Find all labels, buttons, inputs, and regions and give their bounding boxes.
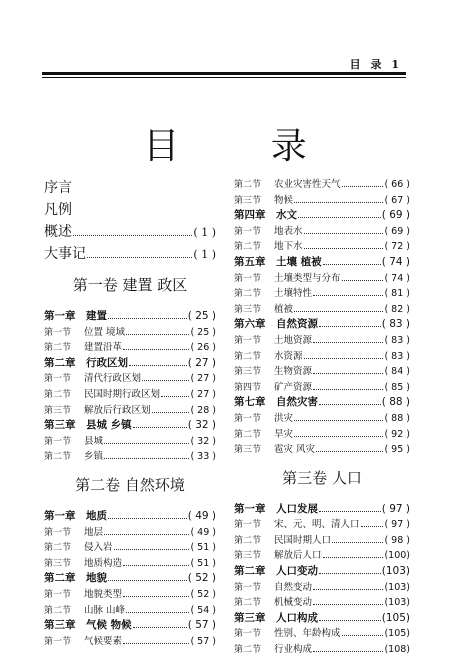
toc-section-entry[interactable] [234,271,410,287]
entry-page-number: ( 67 ) [384,194,410,206]
entry-label: 旱灾 [274,428,294,440]
toc-section-entry[interactable] [234,517,410,533]
entry-number: 第一节 [234,520,262,531]
entry-page-number: ( 32 ) [187,419,216,432]
dot-leader [104,453,189,459]
entry-page-number: ( 27 ) [190,373,216,385]
entry-number: 第三章 [44,619,76,632]
entry-number: 第三节 [44,558,72,569]
dot-leader [133,421,187,428]
dot-leader [313,368,383,374]
dot-leader [142,375,189,381]
entry-number: 第一节 [44,436,72,447]
toc-section-entry[interactable] [234,349,410,365]
entry-label: 水文 [276,209,297,222]
dot-leader [319,614,381,621]
dot-leader [87,249,192,258]
entry-number: 第一节 [234,413,262,424]
entry-label: 地下水 [274,241,303,253]
toc-section-entry[interactable] [234,177,410,193]
entry-label: 大事记 [44,246,86,262]
entry-label: 侵入岩 [84,542,113,554]
entry-page-number: ( 52 ) [190,588,216,600]
toc-section-entry[interactable] [44,525,216,541]
entry-number: 第二章 [44,572,76,585]
entry-page-number: ( 74 ) [384,272,410,284]
dot-leader [323,258,381,265]
entry-number: 第一节 [44,327,72,338]
entry-page-number: ( 97 ) [384,519,410,531]
entry-label: 地貌 [86,572,107,585]
entry-page-number: (103) [381,565,410,578]
dot-leader [313,290,383,296]
entry-number: 第三节 [234,367,262,378]
entry-label: 行政区划 [86,356,128,369]
dot-leader [361,521,384,527]
entry-page-number: ( 88 ) [384,412,410,424]
toc-section-entry[interactable] [234,333,410,349]
entry-number: 第二节 [234,289,262,300]
entry-page-number: ( 88 ) [381,396,410,409]
toc-section-entry[interactable] [44,387,216,403]
toc-chapter-entry[interactable] [234,255,410,271]
toc-section-entry[interactable] [44,449,216,465]
entry-label: 序言 [44,180,72,196]
dot-leader [294,430,383,436]
header-rule-thin [42,77,406,78]
entry-number: 第二节 [44,343,72,354]
entry-page-number: (103) [384,597,410,609]
dot-leader [316,446,383,452]
toc-section-entry[interactable] [234,533,410,549]
entry-page-number: ( 33 ) [190,451,216,463]
entry-page-number: ( 97 ) [381,502,410,515]
entry-page-number: ( 52 ) [187,572,216,585]
toc-section-entry[interactable] [44,634,216,650]
entry-label: 凡例 [44,202,72,218]
toc-section-entry[interactable] [44,556,216,572]
dot-leader [319,567,381,574]
entry-number: 第三节 [44,405,72,416]
entry-label: 人口构成 [276,611,318,624]
entry-label: 自然灾害 [276,396,318,409]
dot-leader [298,211,381,218]
dot-leader [123,560,189,566]
entry-number: 第一章 [44,310,76,322]
entry-label: 土壤类型与分布 [274,272,341,284]
toc-chapter-entry[interactable] [234,395,410,411]
toc-chapter-entry[interactable] [44,509,216,525]
dot-leader [126,328,189,334]
entry-number: 第一章 [44,509,76,522]
volume-entries [234,177,410,458]
entry-label: 县城 [84,435,104,447]
toc-section-entry[interactable] [234,580,410,596]
toc-section-entry[interactable] [44,587,216,603]
entry-number: 第三节 [234,304,262,315]
entry-page-number: ( 1 ) [193,248,216,261]
entry-number: 第二节 [44,389,72,400]
toc-section-entry[interactable] [234,286,410,302]
entry-label: 地质 [86,509,107,522]
dot-leader [332,537,383,543]
entry-page-number: ( 82 ) [384,303,410,315]
dot-leader [73,227,192,236]
entry-page-number: ( 74 ) [381,255,410,268]
dot-leader [319,505,381,512]
dot-leader [294,196,383,202]
entry-page-number: (105) [384,628,410,640]
entry-page-number: ( 69 ) [384,225,410,237]
entry-page-number: (108) [384,644,410,656]
toc-section-entry[interactable] [44,403,216,419]
entry-page-number: ( 98 ) [384,534,410,546]
entry-page-number: ( 57 ) [190,635,216,647]
entry-label: 洪灾 [274,412,294,424]
entry-number: 第二节 [44,452,72,463]
entry-label: 概述 [44,224,72,240]
toc-front-entry[interactable] [44,221,216,243]
entry-number: 第一节 [234,226,262,237]
entry-label: 位置 境域 [84,326,126,338]
entry-page-number: ( 57 ) [187,619,216,632]
dot-leader [304,243,384,249]
entry-label: 自然变动 [274,581,313,593]
entry-number: 第二节 [44,543,72,554]
entry-number: 第三节 [234,551,262,562]
entry-number: 第三节 [234,445,262,456]
dot-leader [294,415,383,421]
dot-leader [161,391,189,397]
entry-page-number: ( 83 ) [384,350,410,362]
volume-heading: 第一卷 建置 政区 [72,276,188,294]
entry-number: 第七章 [234,396,266,409]
dot-leader [114,544,190,550]
toc-right-column [234,177,410,658]
dot-leader [304,352,384,358]
toc-chapter-entry[interactable] [44,309,216,325]
volume-entries [44,509,216,649]
toc-section-entry[interactable] [44,434,216,450]
entry-page-number: ( 25 ) [187,310,216,322]
entry-label: 地貌类型 [84,588,123,600]
entry-number: 第一节 [234,582,262,593]
entry-number: 第二节 [234,598,262,609]
toc-section-entry[interactable] [234,224,410,240]
entry-label: 农业灾害性天气 [274,179,341,190]
dot-leader [313,646,383,652]
toc-section-entry[interactable] [234,364,410,380]
dot-leader [104,528,189,534]
entry-page-number: ( 83 ) [381,318,410,331]
dot-leader [152,406,190,412]
dot-leader [313,384,383,390]
dot-leader [323,552,384,558]
toc-section-entry[interactable] [44,371,216,387]
entry-page-number: (100) [384,550,410,562]
entry-number: 第二节 [234,180,262,190]
entry-page-number: ( 1 ) [193,226,216,239]
dot-leader [313,599,383,605]
entry-label: 民国时期人口 [274,534,332,546]
toc-chapter-entry[interactable] [44,618,216,634]
entry-page-number: ( 85 ) [384,381,410,393]
entry-label: 清代行政区划 [84,373,142,385]
entry-label: 县城 乡镇 [86,419,132,432]
toc-section-entry[interactable] [44,340,216,356]
dot-leader [342,181,384,187]
entry-number: 第一节 [44,527,72,538]
entry-label: 自然资源 [276,318,318,331]
entry-label: 矿产资源 [274,381,313,393]
entry-label: 机械变动 [274,597,313,609]
toc-front-entry[interactable] [44,177,216,199]
dot-leader [133,621,187,628]
toc-chapter-entry[interactable] [234,502,410,518]
entry-page-number: ( 69 ) [381,209,410,222]
toc-chapter-entry[interactable] [44,418,216,434]
dot-leader [319,321,381,328]
entry-label: 建置 [86,310,107,322]
dot-leader [123,637,189,643]
running-header: 目 录 1 [349,58,402,71]
entry-label: 土壤 植被 [276,255,322,268]
entry-label: 性别、年龄构成 [274,628,341,640]
toc-section-entry[interactable] [44,540,216,556]
entry-number: 第二章 [44,356,76,369]
dot-leader [294,306,383,312]
entry-label: 土地资源 [274,334,313,346]
entry-label: 物候 [274,194,294,206]
entry-page-number: (105) [381,611,410,624]
volume-entries [234,502,410,658]
entry-label: 地质构造 [84,557,123,569]
entry-number: 第一节 [234,273,262,284]
entry-page-number: ( 51 ) [190,542,216,554]
toc-section-entry[interactable] [234,642,410,658]
entry-number: 第二节 [234,429,262,440]
toc-section-entry[interactable] [234,626,410,642]
entry-number: 第三章 [234,611,266,624]
entry-number: 第二章 [234,565,266,578]
entry-label: 地表水 [274,225,303,237]
entry-number: 第一节 [44,636,72,647]
toc-chapter-entry[interactable] [44,571,216,587]
entry-number: 第二节 [234,645,262,656]
entry-number: 第二节 [234,535,262,546]
toc-section-entry[interactable] [44,603,216,619]
entry-number: 第三节 [234,195,262,206]
toc-section-entry[interactable] [234,193,410,209]
toc-section-entry[interactable] [234,427,410,443]
toc-section-entry[interactable] [234,239,410,255]
entry-label: 水资源 [274,350,303,362]
dot-leader [313,337,383,343]
toc-chapter-entry[interactable] [234,317,410,333]
entry-number: 第二节 [234,351,262,362]
toc-left-column [44,177,216,649]
dot-leader [108,312,187,319]
entry-page-number: ( 26 ) [190,342,216,354]
entry-page-number: ( 81 ) [384,288,410,300]
dot-leader [304,228,384,234]
entry-number: 第四章 [234,209,266,222]
entry-page-number: ( 32 ) [190,435,216,447]
entry-label: 乡镇 [84,451,104,463]
toc-section-entry[interactable] [234,442,410,458]
entry-page-number: ( 83 ) [384,334,410,346]
entry-page-number: ( 66 ) [384,179,410,190]
entry-page-number: ( 25 ) [190,326,216,338]
toc-front-entry[interactable] [44,243,216,265]
entry-number: 第三章 [44,419,76,432]
entry-label: 人口变动 [276,565,318,578]
entry-label: 山脉 山峰 [84,604,126,616]
volume-entries [44,309,216,465]
page-title: 目 录 [143,126,347,167]
entry-number: 第二节 [44,605,72,616]
dot-leader [104,438,189,444]
entry-number: 第一节 [234,629,262,640]
dot-leader [123,591,189,597]
entry-label: 民国时期行政区划 [84,388,161,400]
entry-page-number: ( 28 ) [190,404,216,416]
entry-page-number: ( 27 ) [190,388,216,400]
dot-leader [319,399,381,406]
entry-page-number: ( 72 ) [384,241,410,253]
entry-page-number: ( 95 ) [384,444,410,456]
dot-leader [108,575,187,582]
entry-page-number: ( 54 ) [190,604,216,616]
toc-chapter-entry[interactable] [44,356,216,372]
dot-leader [313,583,383,589]
toc-chapter-entry[interactable] [234,564,410,580]
toc-chapter-entry[interactable] [234,208,410,224]
volume-heading: 第三卷 人口 [282,468,362,487]
dot-leader [108,512,187,519]
entry-number: 第一章 [234,502,266,515]
entry-label: 解放后行政区划 [84,404,151,416]
entry-label: 雹灾 风灾 [274,444,316,456]
entry-label: 气候要素 [84,635,123,647]
entry-number: 第五章 [234,255,266,268]
entry-label: 土壤特性 [274,288,313,300]
entry-label: 行业构成 [274,644,313,656]
entry-label: 地层 [84,526,104,538]
entry-number: 第四节 [234,382,262,393]
entry-page-number: ( 51 ) [190,557,216,569]
toc-section-entry[interactable] [234,548,410,564]
entry-number: 第一节 [44,589,72,600]
dot-leader [123,344,189,350]
toc-section-entry[interactable] [234,595,410,611]
entry-label: 解放后人口 [274,550,322,562]
entry-label: 人口发展 [276,502,318,515]
entry-number: 第六章 [234,318,266,331]
dot-leader [126,606,189,612]
toc-section-entry[interactable] [234,302,410,318]
entry-page-number: ( 49 ) [190,526,216,538]
entry-label: 建置沿革 [84,342,123,354]
entry-page-number: ( 92 ) [384,428,410,440]
entry-label: 生物资源 [274,366,313,378]
dot-leader [342,630,384,636]
volume-heading: 第二卷 自然环境 [75,475,185,494]
entry-label: 气候 物候 [86,619,132,632]
dot-leader [342,274,384,280]
entry-page-number: (103) [384,581,410,593]
entry-number: 第一节 [234,335,262,346]
front-matter-list [44,177,216,265]
entry-label: 植被 [274,303,294,315]
toc-section-entry[interactable] [234,380,410,396]
entry-label: 宋、元、明、清人口 [274,519,360,531]
entry-page-number: ( 27 ) [187,356,216,369]
entry-page-number: ( 84 ) [384,366,410,378]
entry-page-number: ( 49 ) [187,509,216,522]
header-rule-thick [42,72,406,75]
toc-chapter-entry[interactable] [234,611,410,627]
toc-section-entry[interactable] [234,411,410,427]
dot-leader [129,359,187,366]
toc-section-entry[interactable] [44,325,216,341]
toc-front-entry[interactable] [44,199,216,221]
entry-number: 第二节 [234,242,262,253]
entry-number: 第一节 [44,374,72,385]
